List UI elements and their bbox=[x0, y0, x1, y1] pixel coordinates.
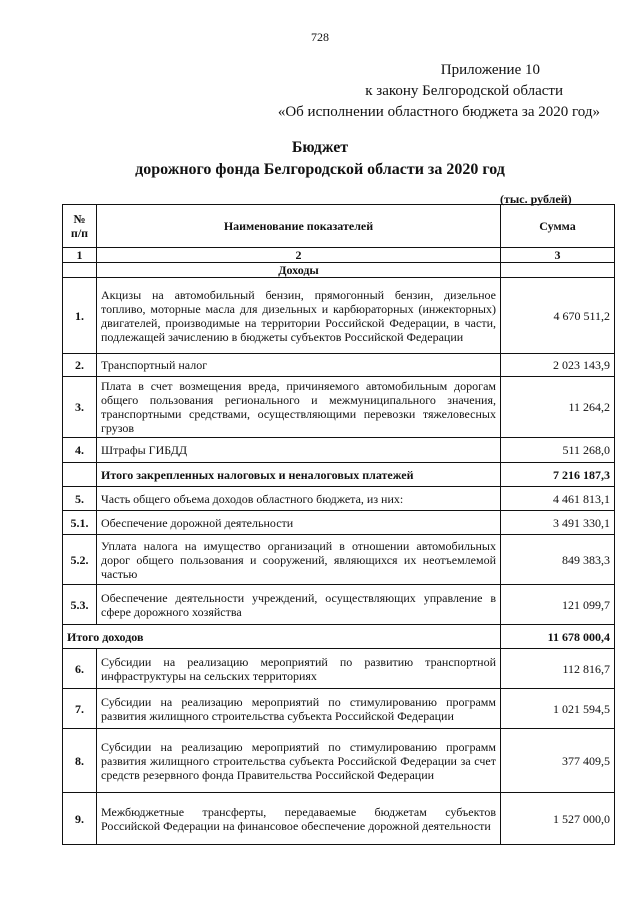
row-name: Штрафы ГИБДД bbox=[97, 438, 501, 463]
row-num: 7. bbox=[63, 689, 97, 729]
row-num: 1. bbox=[63, 278, 97, 354]
total-income-row bbox=[63, 625, 615, 649]
title-line-1: Бюджет bbox=[291, 139, 349, 156]
row-sum: 112 816,7 bbox=[501, 649, 615, 689]
index-cell: 1 bbox=[63, 248, 97, 263]
row-name: Уплата налога на имущество организаций в отношении автомобильных дорог общего пользования и сооружений, являющихся их неотъемлемой частью bbox=[97, 535, 501, 585]
row-sum: 2 023 143,9 bbox=[501, 354, 615, 377]
table-header-row bbox=[63, 205, 615, 248]
table-row bbox=[63, 354, 615, 377]
table-row bbox=[63, 585, 615, 625]
header-sum: Сумма bbox=[501, 205, 615, 248]
appendix-line-2: к закону Белгородской области bbox=[365, 83, 563, 99]
table-row bbox=[63, 438, 615, 463]
row-name: Акцизы на автомобильный бензин, прямогонный бензин, дизельное топливо, моторные масла для дизельных и карбюраторных (инжекторных) двигателей, производимые на территории Российской Федерации, в части, подлежащей зачислению в бюджеты субъектов Российской Федерации bbox=[97, 278, 501, 354]
appendix-line-3: «Об исполнении областного бюджета за 2020 год» bbox=[277, 104, 600, 120]
row-name: Плата в счет возмещения вреда, причиняемого автомобильным дорогам общего пользования регионального и межмуниципального значения, транспортными средствами, осуществляющими перевозки тяжеловесных грузов bbox=[97, 377, 501, 438]
row-name: Транспортный налог bbox=[97, 354, 501, 377]
row-sum: 1 527 000,0 bbox=[501, 793, 615, 845]
header-num: № п/п bbox=[63, 205, 97, 248]
table-row bbox=[63, 689, 615, 729]
header-name: Наименование показателей bbox=[97, 205, 501, 248]
row-name: Обеспечение деятельности учреждений, осуществляющих управление в сфере дорожного хозяйства bbox=[97, 585, 501, 625]
units-label: (тыс. рублей) bbox=[500, 192, 572, 206]
row-sum: 377 409,5 bbox=[501, 729, 615, 793]
row-sum: 511 268,0 bbox=[501, 438, 615, 463]
row-num: 9. bbox=[63, 793, 97, 845]
empty-cell bbox=[63, 263, 97, 278]
total-income-label: Итого доходов bbox=[63, 625, 501, 649]
index-cell: 3 bbox=[501, 248, 615, 263]
budget-table bbox=[62, 204, 615, 845]
row-sum: 4 670 511,2 bbox=[501, 278, 615, 354]
total-income-sum: 11 678 000,4 bbox=[501, 625, 615, 649]
total-tax-sum: 7 216 187,3 bbox=[501, 463, 615, 487]
appendix-line-1: Приложение 10 bbox=[440, 62, 540, 78]
row-num: 4. bbox=[63, 438, 97, 463]
title-line-2: дорожного фонда Белгородской области за 2020 год bbox=[135, 161, 505, 178]
row-name: Субсидии на реализацию мероприятий по стимулированию программ развития жилищного строительства субъекта Российской Федерации за счет средств резервного фонда Правительства Российской Федерации bbox=[97, 729, 501, 793]
appendix-header bbox=[278, 60, 600, 123]
table-row bbox=[63, 535, 615, 585]
table-row bbox=[63, 377, 615, 438]
section-title: Доходы bbox=[97, 263, 501, 278]
row-num: 5.2. bbox=[63, 535, 97, 585]
row-name: Межбюджетные трансферты, передаваемые бюджетам субъектов Российской Федерации на финансовое обеспечение дорожной деятельности bbox=[97, 793, 501, 845]
table-row bbox=[63, 729, 615, 793]
row-num: 5.1. bbox=[63, 511, 97, 535]
table-row bbox=[63, 487, 615, 511]
table-row bbox=[63, 793, 615, 845]
page-number: 728 bbox=[311, 30, 329, 44]
column-index-row bbox=[63, 248, 615, 263]
row-name: Обеспечение дорожной деятельности bbox=[97, 511, 501, 535]
row-num: 2. bbox=[63, 354, 97, 377]
row-name: Субсидии на реализацию мероприятий по стимулированию программ развития жилищного строительства субъекта Российской Федерации bbox=[97, 689, 501, 729]
row-sum: 121 099,7 bbox=[501, 585, 615, 625]
row-sum: 849 383,3 bbox=[501, 535, 615, 585]
row-name: Субсидии на реализацию мероприятий по развитию транспортной инфраструктуры на сельских территориях bbox=[97, 649, 501, 689]
index-cell: 2 bbox=[97, 248, 501, 263]
table-row bbox=[63, 511, 615, 535]
row-sum: 3 491 330,1 bbox=[501, 511, 615, 535]
row-num: 5. bbox=[63, 487, 97, 511]
row-sum: 1 021 594,5 bbox=[501, 689, 615, 729]
row-name: Часть общего объема доходов областного бюджета, из них: bbox=[97, 487, 501, 511]
table-row bbox=[63, 278, 615, 354]
total-tax-label: Итого закрепленных налоговых и неналоговых платежей bbox=[97, 463, 501, 487]
empty-cell bbox=[63, 463, 97, 487]
row-num: 6. bbox=[63, 649, 97, 689]
row-sum: 4 461 813,1 bbox=[501, 487, 615, 511]
table-row bbox=[63, 649, 615, 689]
section-row-income bbox=[63, 263, 615, 278]
row-num: 5.3. bbox=[63, 585, 97, 625]
empty-cell bbox=[501, 263, 615, 278]
row-num: 3. bbox=[63, 377, 97, 438]
document-title bbox=[0, 137, 640, 181]
total-tax-row bbox=[63, 463, 615, 487]
row-num: 8. bbox=[63, 729, 97, 793]
row-sum: 11 264,2 bbox=[501, 377, 615, 438]
